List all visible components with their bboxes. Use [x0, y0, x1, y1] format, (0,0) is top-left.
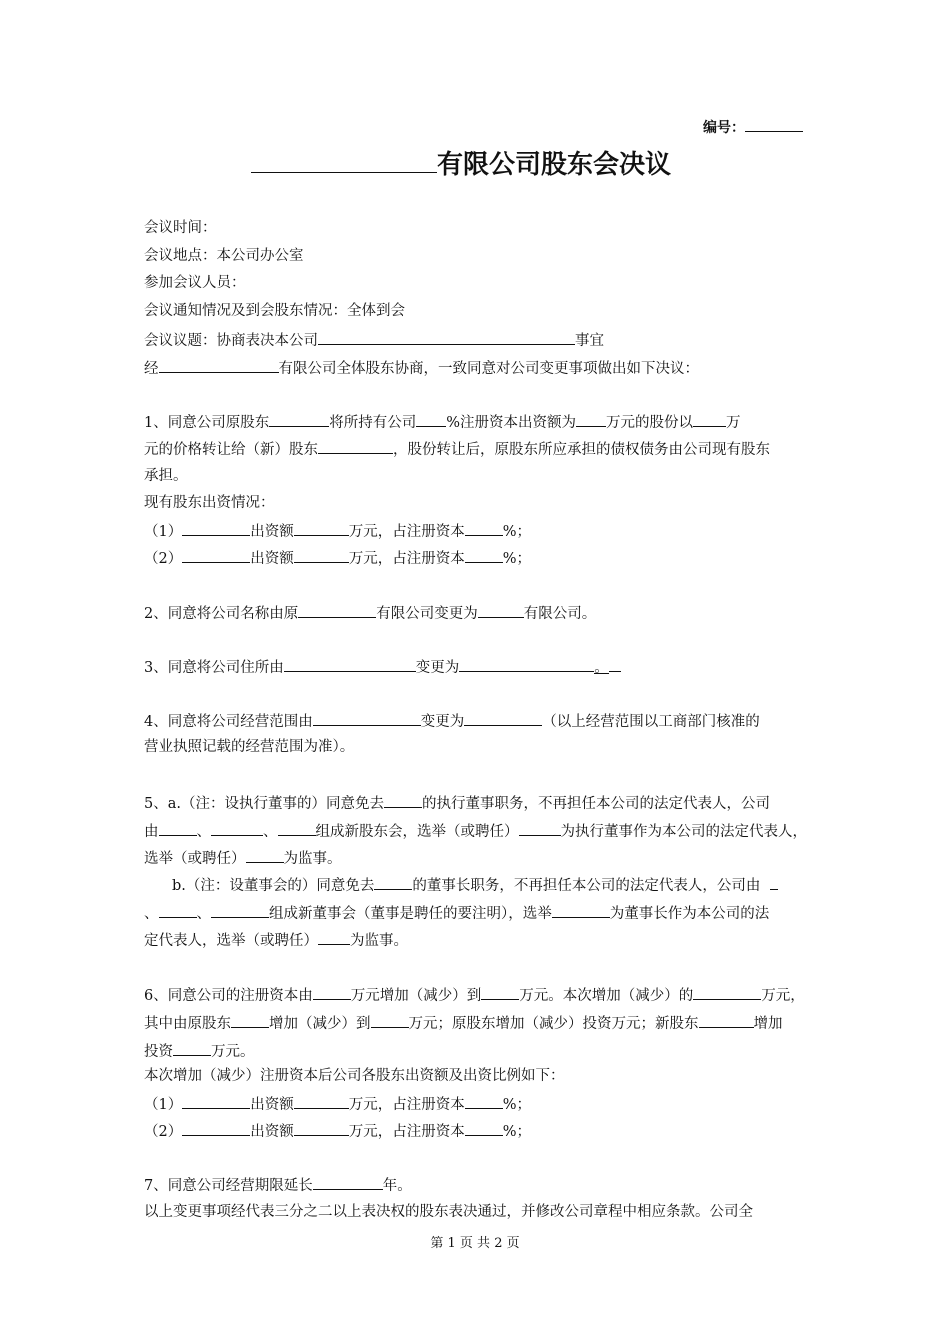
blank	[211, 902, 269, 918]
text: 万元。	[211, 1044, 255, 1060]
text: 6、同意公司的注册资本由	[144, 988, 313, 1004]
text: 变更为	[420, 714, 465, 730]
text: 增加（减少）到	[269, 1016, 371, 1032]
text: %；	[502, 524, 532, 540]
blank	[182, 1093, 250, 1109]
item5a-line2	[144, 820, 807, 842]
text: 万元的股份以	[606, 415, 694, 431]
blank	[173, 1040, 211, 1056]
text: 万元增加（减少）到	[350, 988, 482, 1004]
blank	[313, 1174, 383, 1190]
text: （2）	[144, 1124, 183, 1140]
blank	[459, 656, 594, 672]
text: 有限公司变更为	[376, 606, 478, 622]
blank	[693, 411, 726, 427]
text: （1）	[144, 524, 183, 540]
document-number-label: 编号：	[703, 120, 745, 136]
blank	[159, 357, 279, 373]
text: %注册资本出资额为	[446, 415, 577, 431]
consult-text: 有限公司全体股东协商，一致同意对公司变更事项做出如下决议：	[278, 361, 699, 377]
text: %；	[502, 1124, 532, 1140]
consult-prefix: 经	[144, 361, 159, 377]
text: （以上经营范围以工商部门核准的	[542, 714, 760, 730]
blank	[159, 820, 197, 836]
blank	[371, 1012, 409, 1028]
blank	[552, 902, 610, 918]
item6-line1	[144, 984, 805, 1006]
item6-line4: 本次增加（减少）注册资本后公司各股东出资额及出资比例如下：	[144, 1068, 565, 1084]
text: 万元；原股东增加（减少）投资万元；新股东	[408, 1016, 699, 1032]
item6-line3	[144, 1040, 255, 1062]
item2	[144, 602, 596, 624]
meeting-place: 会议地点：本公司办公室	[144, 248, 304, 264]
item4-line2: 营业执照记载的经营范围为准）。	[144, 739, 355, 755]
text: 由	[144, 824, 159, 840]
text: 选举（或聘任）	[144, 851, 246, 867]
title-text: 有限公司股东会决议	[437, 150, 672, 180]
shareholder-row-2b	[144, 1120, 531, 1142]
item1-line2	[144, 438, 770, 460]
item5b-line3	[144, 929, 408, 951]
text: 投资	[144, 1044, 173, 1060]
blank	[269, 411, 329, 427]
text: 变更为	[415, 660, 460, 676]
text: 将所持有公司	[329, 415, 417, 431]
text: 的执行董事职务，不再担任本公司的法定代表人，公司	[421, 796, 770, 812]
text: 、	[196, 824, 211, 840]
item5a-line3	[144, 847, 342, 869]
text: 元的价格转让给（新）股东	[144, 442, 318, 458]
blank	[294, 1093, 349, 1109]
blank	[464, 710, 542, 726]
shareholder-row-1	[144, 520, 531, 542]
text: 为执行董事作为本公司的法定代表人，	[560, 824, 807, 840]
item4-line1	[144, 710, 760, 732]
meeting-notice: 会议通知情况及到会股东情况：全体到会	[144, 303, 405, 319]
meeting-topic	[144, 329, 604, 351]
company-name-blank	[251, 148, 437, 173]
meeting-time: 会议时间：	[144, 220, 217, 236]
blank	[182, 520, 250, 536]
text: 、	[144, 906, 159, 922]
existing-shareholders-label: 现有股东出资情况：	[144, 495, 275, 511]
text: 年。	[382, 1178, 412, 1194]
text: 定代表人，选举（或聘任）	[144, 933, 318, 949]
blank	[693, 984, 761, 1000]
text: 出资额	[250, 1097, 294, 1113]
text: 万元，	[761, 988, 805, 1004]
blank	[465, 1120, 503, 1136]
text: 为监事。	[350, 933, 408, 949]
blank	[699, 1012, 754, 1028]
text: 为董事长作为本公司的法	[609, 906, 770, 922]
text: %；	[502, 1097, 532, 1113]
blank	[298, 602, 376, 618]
blank	[284, 656, 416, 672]
page-title	[251, 144, 671, 181]
item1-line3: 承担。	[144, 468, 188, 484]
blank	[318, 438, 393, 454]
text: 增加	[753, 1016, 783, 1032]
document-number	[703, 116, 803, 137]
text: 的董事长职务，不再担任本公司的法定代表人，公司由	[412, 878, 761, 894]
blank	[313, 710, 421, 726]
blank	[313, 984, 351, 1000]
item7	[144, 1174, 412, 1196]
topic-suffix: 事宜	[575, 333, 604, 349]
text: 有限公司。	[523, 606, 597, 622]
topic-label: 会议议题：协商表决本公司	[144, 333, 318, 349]
blank	[416, 411, 446, 427]
blank	[576, 411, 606, 427]
text: 4、同意将公司经营范围由	[144, 714, 313, 730]
blank	[294, 547, 349, 563]
blank	[294, 520, 349, 536]
item5a-line1	[144, 792, 770, 814]
text: 万元，占注册资本	[348, 1097, 465, 1113]
text: （1）	[144, 1097, 183, 1113]
blank	[318, 329, 575, 345]
shareholder-row-1b	[144, 1093, 531, 1115]
item5b-line2	[144, 902, 769, 924]
text: 、	[196, 906, 211, 922]
blank	[465, 520, 503, 536]
blank	[384, 792, 422, 808]
blank	[294, 1120, 349, 1136]
text: （2）	[144, 551, 183, 567]
blank	[318, 929, 350, 945]
text: 万	[726, 415, 741, 431]
text: b.（注：设董事会的）同意免去	[172, 878, 375, 894]
text: 3、同意将公司住所由	[144, 660, 284, 676]
text: 组成新股东会，选举（或聘任）	[315, 824, 519, 840]
item5b-line1	[172, 874, 778, 896]
text: 、	[263, 824, 278, 840]
text: 为监事。	[283, 851, 342, 867]
meeting-consult	[144, 357, 699, 379]
closing-text: 以上变更事项经代表三分之二以上表决权的股东表决通过，并修改公司章程中相应条款。公司全	[144, 1204, 753, 1220]
text: 万元，占注册资本	[348, 1124, 465, 1140]
text: 万元，占注册资本	[348, 524, 465, 540]
blank	[211, 820, 263, 836]
blank	[246, 847, 284, 863]
blank	[770, 874, 778, 890]
item6-line2	[144, 1012, 783, 1034]
blank	[231, 1012, 269, 1028]
text: 出资额	[250, 524, 294, 540]
blank	[278, 820, 316, 836]
text: 组成新董事会（董事是聘任的要注明），选举	[269, 906, 552, 922]
blank	[182, 1120, 250, 1136]
blank	[465, 547, 503, 563]
text: 。	[594, 660, 609, 676]
text: %；	[502, 551, 532, 567]
blank	[159, 902, 197, 918]
blank	[519, 820, 561, 836]
meeting-attendees: 参加会议人员：	[144, 275, 246, 291]
text: 出资额	[250, 1124, 294, 1140]
item3	[144, 656, 621, 678]
text: 5、a.（注：设执行董事的）同意免去	[144, 796, 384, 812]
blank	[182, 547, 250, 563]
text: 7、同意公司经营期限延长	[144, 1178, 313, 1194]
shareholder-row-2	[144, 547, 531, 569]
text: 出资额	[250, 551, 294, 567]
text: ，股份转让后，原股东所应承担的债权债务由公司现有股东	[393, 442, 770, 458]
blank	[609, 656, 621, 672]
document-number-blank	[745, 116, 803, 132]
text: 2、同意将公司名称由原	[144, 606, 299, 622]
blank	[374, 874, 412, 890]
blank	[481, 984, 519, 1000]
blank	[478, 602, 524, 618]
blank	[465, 1093, 503, 1109]
item1-line1	[144, 411, 741, 433]
text: 万元。本次增加（减少）的	[519, 988, 694, 1004]
text: 1、同意公司原股东	[144, 415, 270, 431]
text: 其中由原股东	[144, 1016, 231, 1032]
page-footer: 第 1 页 共 2 页	[430, 1236, 520, 1251]
text: 万元，占注册资本	[348, 551, 465, 567]
